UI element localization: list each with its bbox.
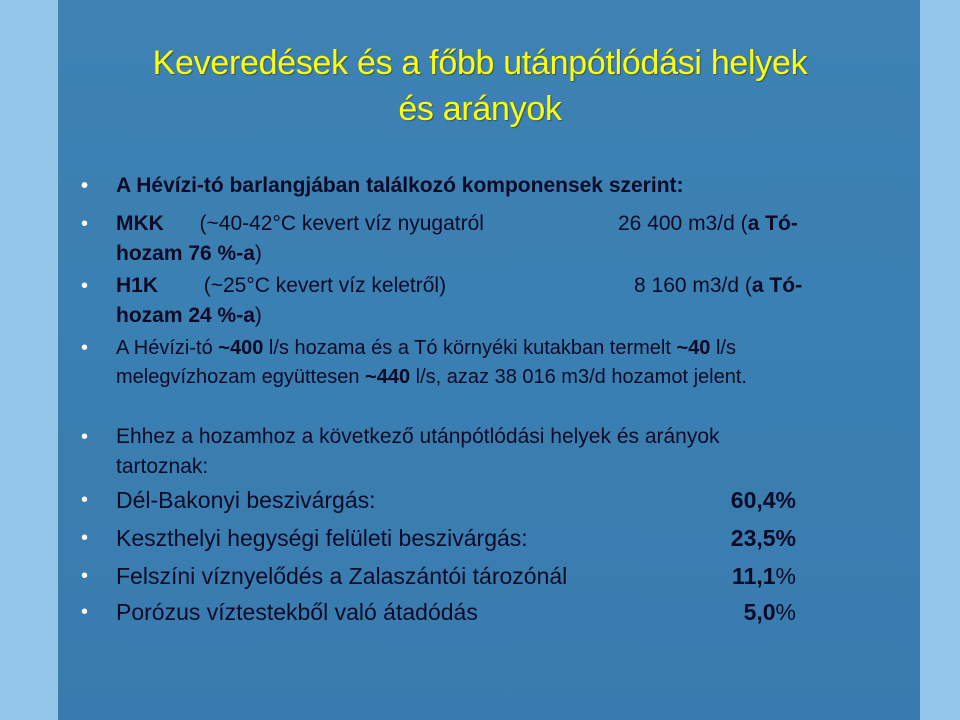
zalaszanto-value: 11,1%	[732, 563, 796, 589]
bullet-zalaszanto: • Felszíni víznyelődés a Zalaszántói tározónál 11,1%	[116, 560, 806, 592]
h1k-name: H1K	[116, 274, 159, 297]
h1k-desc: (~25°C kevert víz keletről)	[203, 274, 447, 297]
bullet-h1k: • H1K (~25°C kevert víz keletről) 8 160 m3/d (a Tó- hozam 24 %-a)	[116, 271, 806, 331]
mkk-share: hozam 76 %-a	[116, 242, 255, 265]
title-line-1: Keveredések és a főbb utánpótlódási helyek	[152, 44, 808, 82]
porous-value: 5,0%	[743, 599, 796, 625]
h1k-flow: 8 160 m3/d	[634, 274, 740, 297]
title-line-2: és arányok	[398, 90, 562, 128]
del-bakony-value: 60,4%	[730, 487, 796, 513]
h1k-share: hozam 24 %-a	[116, 304, 255, 327]
bullet-total-flow: • A Hévízi-tó ~400 l/s hozama és a Tó környéki kutakban termelt ~40 l/s melegvízhozam együttesen ~440 l/s, azaz 38 016 m3/d hozamot jelent.	[116, 334, 806, 392]
bullet-keszthely: • Keszthelyi hegységi felületi beszivárgás: 23,5%	[116, 522, 806, 554]
bullet-porous: • Porózus víztestekből való átadódás 5,0%	[116, 596, 806, 628]
mkk-desc: (~40-42°C kevert víz nyugatról	[199, 212, 484, 235]
bullet-del-bakony: • Dél-Bakonyi beszivárgás: 60,4%	[116, 484, 806, 516]
bullet-components: • A Hévízi-tó barlangjában találkozó komponensek szerint:	[116, 171, 806, 201]
keszthely-value: 23,5%	[730, 525, 796, 551]
mkk-flow: 26 400 m3/d	[618, 212, 735, 235]
mkk-name: MKK	[116, 212, 164, 235]
bullet-recharge-intro: • Ehhez a hozamhoz a következő utánpótlódási helyek és arányok tartoznak:	[116, 422, 816, 482]
bullet-mkk: • MKK (~40-42°C kevert víz nyugatról 26 400 m3/d (a Tó- hozam 76 %-a)	[116, 209, 806, 269]
